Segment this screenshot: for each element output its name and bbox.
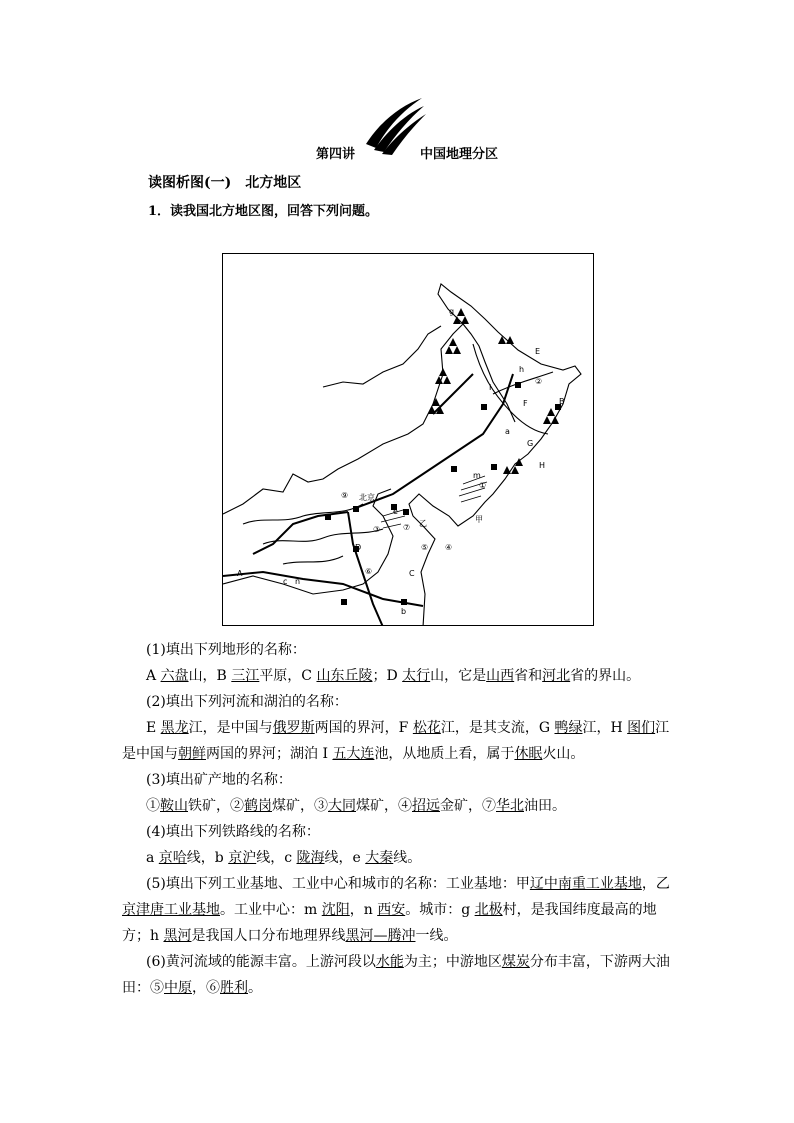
- map-label-a: a: [505, 427, 510, 436]
- map-label-g: g: [449, 307, 455, 316]
- p1-heading: (1)填出下列地形的名称：: [146, 642, 306, 658]
- p5-answer: (5)填出下列工业基地、工业中心和城市的名称：工业基地：甲辽中南重工业基地，乙 京津唐工业基地。工业中心：m 沈阳，n 西安。城市：g 北极村，是我国纬度最高的地方；h 黑河是我国人口分布地理界线黑河—腾冲一线。: [122, 876, 670, 944]
- northern-china-map: [222, 253, 594, 626]
- p6-answer: (6)黄河流域的能源丰富。上游河段以水能为主；中游地区煤炭分布丰富，下游两大油田：⑤中原，⑥胜利。: [122, 954, 670, 996]
- railway-a: [353, 374, 513, 509]
- map-label-n: n: [295, 577, 301, 586]
- map-label-A: A: [237, 569, 243, 578]
- map-label-C: C: [409, 569, 415, 578]
- p2-heading: (2)填出下列河流和湖泊的名称：: [146, 694, 348, 710]
- map-label-h: h: [519, 365, 525, 374]
- page-header: [0, 143, 794, 163]
- map-svg: [223, 254, 594, 626]
- section-heading: 读图析图(一) 北方地区: [148, 175, 302, 191]
- map-label-beijing: 北京: [359, 493, 375, 502]
- map-label-F: F: [523, 399, 528, 408]
- map-label-c: c: [283, 577, 288, 586]
- map-label-c9: ⑨: [341, 491, 349, 500]
- p3-heading: (3)填出矿产地的名称：: [146, 772, 292, 788]
- lecture-number: 第四讲: [316, 147, 356, 162]
- map-label-c7: ⑦: [403, 523, 411, 532]
- map-label-H: H: [539, 461, 546, 470]
- map-label-c3: ③: [373, 525, 381, 534]
- answer-content: [122, 637, 682, 1001]
- map-label-E: E: [535, 347, 541, 356]
- map-label-c1: ①: [479, 481, 487, 490]
- map-label-e: e: [393, 507, 398, 516]
- map-label-c4: ④: [445, 543, 453, 552]
- p4-answer: a 京哈线，b 京沪线，c 陇海线，e 大秦线。: [146, 850, 422, 866]
- railway-c: [223, 572, 423, 606]
- p1-answer: A 六盘山，B 三江平原，C 山东丘陵；D 太行山，它是山西省和河北省的界山。: [146, 668, 641, 684]
- map-label-G: G: [527, 439, 534, 448]
- map-label-jia: 甲: [475, 515, 483, 524]
- map-label-yi: 乙: [419, 519, 427, 528]
- p3-answer: ①鞍山铁矿，②鹤岗煤矿，③大同煤矿，④招远金矿，⑦华北油田。: [146, 798, 566, 814]
- chapter-title: 中国地理分区: [420, 147, 499, 162]
- map-label-c2: ②: [535, 377, 543, 386]
- p2-answer: E 黑龙江，是中国与俄罗斯两国的界河，F 松花江，是其支流，G 鸭绿江，H 图们江是中国与朝鲜两国的界河；湖泊 I 五大连池，从地质上看，属于休眠火山。: [122, 720, 670, 762]
- map-label-I: I: [489, 383, 492, 392]
- p4-heading: (4)填出下列铁路线的名称：: [146, 824, 320, 840]
- map-label-b: b: [401, 607, 407, 616]
- map-label-c6: ⑥: [365, 567, 373, 576]
- map-label-c5: ⑤: [421, 543, 429, 552]
- map-label-B: B: [559, 397, 565, 406]
- map-label-m: m: [473, 471, 481, 480]
- map-label-D: D: [355, 543, 362, 552]
- question-prompt: 1．读我国北方地区图，回答下列问题。: [148, 204, 379, 219]
